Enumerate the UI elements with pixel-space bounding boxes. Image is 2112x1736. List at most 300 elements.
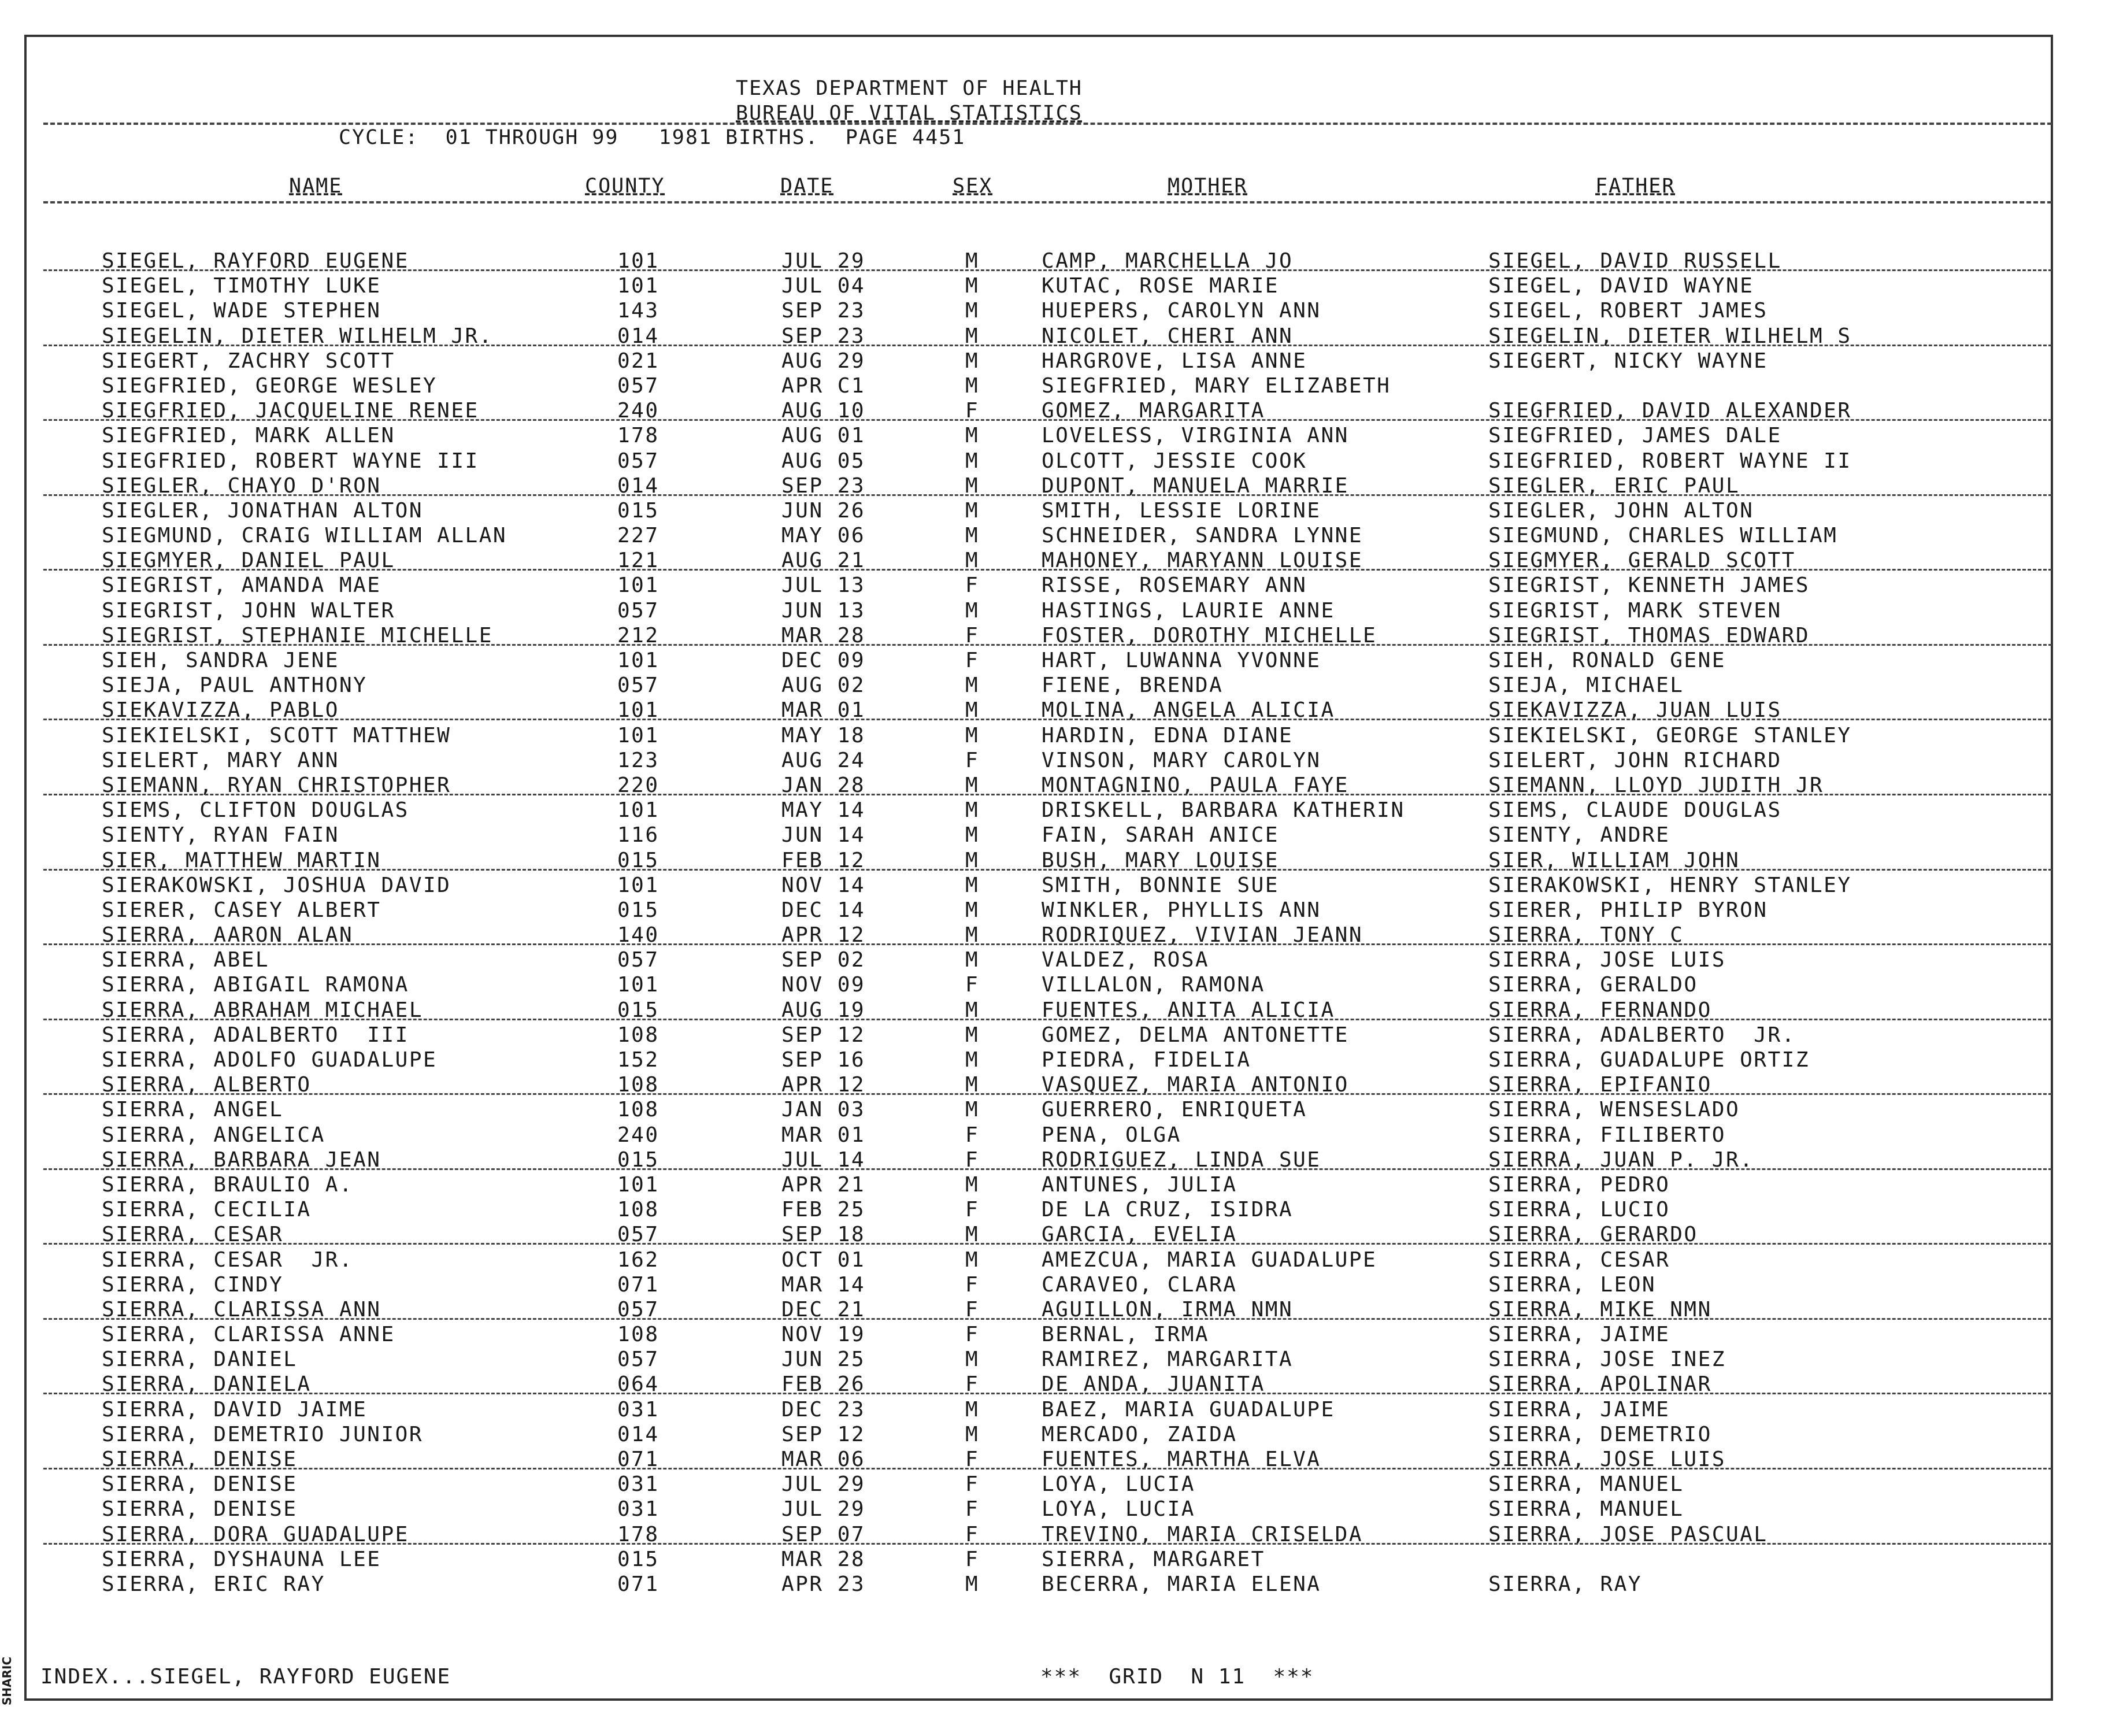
table-row — [0, 848, 2112, 873]
cell-county: 071 — [617, 1448, 659, 1471]
table-row — [0, 698, 2112, 723]
cell-date: JUL 13 — [781, 573, 866, 598]
cell-date: NOV 09 — [781, 973, 866, 997]
cell-sex: M — [965, 373, 980, 398]
cell-father: SIERRA, PEDRO — [1488, 1172, 1670, 1197]
cell-county: 031 — [617, 1397, 659, 1422]
cell-sex: F — [965, 748, 980, 772]
cell-sex: M — [965, 923, 980, 947]
cell-mother: VALDEZ, ROSA — [1042, 948, 1210, 972]
cell-father: SIERRA, JOSE INEZ — [1488, 1348, 1726, 1372]
cell-sex: M — [965, 1348, 980, 1372]
cell-father: SIEGEL, ROBERT JAMES — [1488, 299, 1768, 323]
cell-mother: GOMEZ, MARGARITA — [1042, 399, 1265, 423]
cell-county: 057 — [617, 948, 659, 972]
cell-sex: M — [965, 823, 980, 847]
cell-father: SIEMANN, LLOYD JUDITH JR — [1488, 773, 1824, 797]
cell-county: 015 — [617, 1547, 659, 1571]
cell-mother: SMITH, LESSIE LORINE — [1042, 498, 1321, 523]
cell-mother: FUENTES, ANITA ALICIA — [1042, 998, 1335, 1022]
cell-mother: MOLINA, ANGELA ALICIA — [1042, 698, 1335, 723]
side-label: SHARIC — [0, 1656, 14, 1705]
cell-mother: AGUILLON, IRMA NMN — [1042, 1297, 1294, 1322]
cell-date: MAR 06 — [781, 1448, 866, 1471]
cell-date: APR 21 — [781, 1172, 866, 1197]
cell-sex: M — [965, 449, 980, 473]
cell-name: SIERRA, DANIEL — [102, 1348, 298, 1372]
cell-father: SIEKAVIZZA, JUAN LUIS — [1488, 698, 1782, 723]
cell-date: SEP 16 — [781, 1048, 866, 1072]
records-table — [0, 249, 2112, 1597]
cell-date: APR 23 — [781, 1572, 866, 1596]
cell-father: SIERRA, JOSE PASCUAL — [1488, 1522, 1768, 1546]
cell-mother: RODRIGUEZ, LINDA SUE — [1042, 1148, 1321, 1172]
cell-sex: M — [965, 498, 980, 523]
cell-county: 031 — [617, 1497, 659, 1522]
cell-mother: ANTUNES, JULIA — [1042, 1172, 1237, 1197]
cell-sex: M — [965, 1223, 980, 1247]
cell-mother: MERCADO, ZAIDA — [1042, 1422, 1237, 1446]
table-row — [0, 423, 2112, 448]
table-row — [0, 1422, 2112, 1447]
cell-name: SIERRA, AARON ALAN — [102, 923, 354, 947]
table-row — [0, 923, 2112, 947]
cell-name: SIERRA, CINDY — [102, 1272, 284, 1297]
cell-mother: LOYA, LUCIA — [1042, 1497, 1195, 1522]
cell-date: MAR 28 — [781, 623, 866, 647]
cell-sex: F — [965, 1272, 980, 1297]
cell-mother: VILLALON, RAMONA — [1042, 973, 1265, 997]
cell-county: 101 — [617, 698, 659, 723]
cell-name: SIEKIELSKI, SCOTT MATTHEW — [102, 723, 451, 747]
cycle-line: CYCLE: 01 THROUGH 99 1981 BIRTHS. PAGE 4451 — [339, 126, 966, 149]
cell-date: SEP 23 — [781, 299, 866, 323]
bureau-title: BUREAU OF VITAL STATISTICS — [736, 102, 1083, 125]
cell-county: 021 — [617, 349, 659, 373]
cell-father: SIEGMYER, GERALD SCOTT — [1488, 549, 1796, 573]
cell-county: 108 — [617, 1323, 659, 1347]
cell-father: SIERRA, ADALBERTO JR. — [1488, 1023, 1796, 1047]
cell-name: SIEGMUND, CRAIG WILLIAM ALLAN — [102, 524, 507, 548]
cell-name: SIEGLER, JONATHAN ALTON — [102, 498, 423, 523]
cell-mother: MONTAGNINO, PAULA FAYE — [1042, 773, 1349, 797]
cell-county: 116 — [617, 823, 659, 847]
table-row — [0, 1248, 2112, 1272]
cell-sex: M — [965, 1248, 980, 1272]
cell-county: 220 — [617, 773, 659, 797]
cell-county: 014 — [617, 324, 659, 348]
cell-name: SIEH, SANDRA JENE — [102, 649, 339, 672]
cell-date: MAR 01 — [781, 1123, 866, 1147]
table-row — [0, 349, 2112, 373]
cell-name: SIERRA, DENISE — [102, 1448, 298, 1471]
cell-father: SIERRA, JAIME — [1488, 1397, 1670, 1422]
cell-father: SIERAKOWSKI, HENRY STANLEY — [1488, 873, 1852, 897]
cell-date: JUL 29 — [781, 249, 866, 273]
table-row — [0, 373, 2112, 398]
cell-county: 015 — [617, 1148, 659, 1172]
cell-name: SIERRA, DYSHAUNA LEE — [102, 1547, 381, 1571]
cell-mother: OLCOTT, JESSIE COOK — [1042, 449, 1307, 473]
cell-sex: M — [965, 1422, 980, 1446]
index-footer: INDEX...SIEGEL, RAYFORD EUGENE — [40, 1665, 451, 1689]
cell-sex: M — [965, 549, 980, 573]
table-row — [0, 473, 2112, 498]
cell-father: SIEGELIN, DIETER WILHELM S — [1488, 324, 1852, 348]
table-row — [0, 1097, 2112, 1122]
cell-date: NOV 14 — [781, 873, 866, 897]
cell-mother: BECERRA, MARIA ELENA — [1042, 1572, 1321, 1596]
cell-father: SIERRA, EPIFANIO — [1488, 1073, 1712, 1097]
cell-sex: F — [965, 399, 980, 423]
cell-name: SIERER, CASEY ALBERT — [102, 898, 381, 922]
cell-date: MAY 06 — [781, 524, 866, 548]
cell-date: JUL 04 — [781, 274, 866, 298]
cell-mother: SCHNEIDER, SANDRA LYNNE — [1042, 524, 1363, 548]
cell-county: 108 — [617, 1098, 659, 1122]
col-head-sex: SEX — [953, 175, 993, 198]
cell-name: SIERRA, ALBERTO — [102, 1073, 312, 1097]
cell-name: SIEKAVIZZA, PABLO — [102, 698, 339, 723]
cell-mother: HARDIN, EDNA DIANE — [1042, 723, 1294, 747]
cell-name: SIEGEL, RAYFORD EUGENE — [102, 249, 409, 273]
cell-mother: FAIN, SARAH ANICE — [1042, 823, 1279, 847]
cell-sex: M — [965, 274, 980, 298]
col-head-mother: MOTHER — [1168, 175, 1248, 198]
cell-date: DEC 21 — [781, 1297, 866, 1322]
cell-sex: M — [965, 349, 980, 373]
table-row — [0, 673, 2112, 698]
cell-mother: DRISKELL, BARBARA KATHERIN — [1042, 798, 1405, 823]
cell-county: 064 — [617, 1372, 659, 1397]
cell-father: SIEGFRIED, DAVID ALEXANDER — [1488, 399, 1852, 423]
cell-sex: M — [965, 1048, 980, 1072]
cell-date: JUL 29 — [781, 1497, 866, 1522]
cell-mother: PIEDRA, FIDELIA — [1042, 1048, 1251, 1072]
table-row — [0, 1322, 2112, 1347]
cell-date: NOV 19 — [781, 1323, 866, 1347]
cell-mother: HARGROVE, LISA ANNE — [1042, 349, 1307, 373]
cell-sex: M — [965, 798, 980, 823]
cell-father: SIEGFRIED, JAMES DALE — [1488, 424, 1782, 448]
cell-date: AUG 24 — [781, 748, 866, 772]
cell-sex: M — [965, 598, 980, 623]
cell-sex: F — [965, 973, 980, 997]
cell-father: SIER, WILLIAM JOHN — [1488, 848, 1740, 872]
table-row — [0, 324, 2112, 349]
cell-father: SIERRA, WENSESLADO — [1488, 1098, 1740, 1122]
cell-county: 108 — [617, 1073, 659, 1097]
cell-mother: BUSH, MARY LOUISE — [1042, 848, 1279, 872]
table-row — [0, 1072, 2112, 1097]
cell-name: SIERRA, ABIGAIL RAMONA — [102, 973, 409, 997]
cell-father: SIEGFRIED, ROBERT WAYNE II — [1488, 449, 1852, 473]
table-row — [0, 1197, 2112, 1222]
cell-mother: BERNAL, IRMA — [1042, 1323, 1210, 1347]
cell-date: FEB 26 — [781, 1372, 866, 1397]
table-row — [0, 273, 2112, 298]
cell-county: 240 — [617, 399, 659, 423]
cell-mother: GOMEZ, DELMA ANTONETTE — [1042, 1023, 1349, 1047]
cell-father: SIEGRIST, THOMAS EDWARD — [1488, 623, 1810, 647]
cell-sex: F — [965, 623, 980, 647]
cell-date: MAR 28 — [781, 1547, 866, 1571]
cell-name: SIEGFRIED, GEORGE WESLEY — [102, 373, 438, 398]
table-row — [0, 1347, 2112, 1372]
cell-mother: NICOLET, CHERI ANN — [1042, 324, 1294, 348]
cell-county: 162 — [617, 1248, 659, 1272]
cell-name: SIEGMYER, DANIEL PAUL — [102, 549, 395, 573]
table-row — [0, 249, 2112, 273]
cell-county: 178 — [617, 1522, 659, 1546]
table-row — [0, 1297, 2112, 1322]
cell-name: SIEGRIST, AMANDA MAE — [102, 573, 381, 598]
cell-mother: VINSON, MARY CAROLYN — [1042, 748, 1321, 772]
cell-name: SIERRA, ADOLFO GUADALUPE — [102, 1048, 438, 1072]
cell-mother: WINKLER, PHYLLIS ANN — [1042, 898, 1321, 922]
cell-county: 071 — [617, 1572, 659, 1596]
cell-sex: F — [965, 1497, 980, 1522]
cell-father: SIEGERT, NICKY WAYNE — [1488, 349, 1768, 373]
cell-county: 057 — [617, 673, 659, 698]
cell-father: SIELERT, JOHN RICHARD — [1488, 748, 1782, 772]
cell-date: JUN 13 — [781, 598, 866, 623]
cell-name: SIEJA, PAUL ANTHONY — [102, 673, 368, 698]
cell-county: 101 — [617, 1172, 659, 1197]
table-row — [0, 623, 2112, 648]
agency-title: TEXAS DEPARTMENT OF HEALTH — [736, 77, 1083, 100]
cell-sex: M — [965, 723, 980, 747]
cell-mother: DE LA CRUZ, ISIDRA — [1042, 1198, 1294, 1222]
cell-name: SIERRA, CECILIA — [102, 1198, 312, 1222]
cell-name: SIEGRIST, STEPHANIE MICHELLE — [102, 623, 493, 647]
cell-mother: DE ANDA, JUANITA — [1042, 1372, 1265, 1397]
cell-county: 031 — [617, 1472, 659, 1497]
cell-sex: F — [965, 573, 980, 598]
cell-county: 101 — [617, 873, 659, 897]
cell-name: SIERRA, BARBARA JEAN — [102, 1148, 381, 1172]
cell-sex: F — [965, 1323, 980, 1347]
cell-mother: RAMIREZ, MARGARITA — [1042, 1348, 1294, 1372]
cell-father: SIERRA, JOSE LUIS — [1488, 1448, 1726, 1471]
cell-mother: SMITH, BONNIE SUE — [1042, 873, 1279, 897]
cell-county: 178 — [617, 424, 659, 448]
cell-father: SIERRA, JUAN P. JR. — [1488, 1148, 1754, 1172]
cell-name: SIERRA, DENISE — [102, 1497, 298, 1522]
cell-sex: F — [965, 1123, 980, 1147]
cell-father: SIERRA, FILIBERTO — [1488, 1123, 1726, 1147]
cell-sex: M — [965, 948, 980, 972]
cell-county: 227 — [617, 524, 659, 548]
cell-mother: RODRIQUEZ, VIVIAN JEANN — [1042, 923, 1363, 947]
cell-father: SIERRA, MIKE NMN — [1488, 1297, 1712, 1322]
cell-county: 014 — [617, 473, 659, 498]
table-row — [0, 523, 2112, 548]
cell-county: 101 — [617, 973, 659, 997]
cell-sex: M — [965, 673, 980, 698]
table-row — [0, 1123, 2112, 1148]
cell-mother: SIERRA, MARGARET — [1042, 1547, 1265, 1571]
col-head-county: COUNTY — [585, 175, 665, 198]
cell-date: JUL 29 — [781, 1472, 866, 1497]
cell-father: SIEGLER, ERIC PAUL — [1488, 473, 1740, 498]
cell-county: 014 — [617, 1422, 659, 1446]
cell-sex: M — [965, 1172, 980, 1197]
cell-name: SIERRA, CLARISSA ANN — [102, 1297, 381, 1322]
cell-county: 140 — [617, 923, 659, 947]
cell-father: SIERRA, CESAR — [1488, 1248, 1670, 1272]
cell-name: SIERRA, CLARISSA ANNE — [102, 1323, 395, 1347]
cell-name: SIERRA, DEMETRIO JUNIOR — [102, 1422, 423, 1446]
table-row — [0, 498, 2112, 523]
cell-father: SIERRA, LEON — [1488, 1272, 1657, 1297]
table-row — [0, 998, 2112, 1023]
cell-date: SEP 07 — [781, 1522, 866, 1546]
cell-sex: F — [965, 1372, 980, 1397]
table-row — [0, 449, 2112, 473]
cell-sex: M — [965, 249, 980, 273]
cell-county: 057 — [617, 1223, 659, 1247]
table-row — [0, 723, 2112, 748]
cell-mother: LOVELESS, VIRGINIA ANN — [1042, 424, 1349, 448]
cell-county: 108 — [617, 1198, 659, 1222]
cell-father: SIERRA, MANUEL — [1488, 1472, 1684, 1497]
table-row — [0, 1472, 2112, 1497]
cell-sex: M — [965, 698, 980, 723]
table-row — [0, 1372, 2112, 1397]
table-row — [0, 1447, 2112, 1472]
cell-name: SIENTY, RYAN FAIN — [102, 823, 339, 847]
table-row — [0, 298, 2112, 323]
table-row — [0, 1172, 2112, 1197]
cell-sex: M — [965, 1023, 980, 1047]
cell-date: SEP 23 — [781, 473, 866, 498]
cell-father: SIERRA, JOSE LUIS — [1488, 948, 1726, 972]
cell-father: SIERRA, JAIME — [1488, 1323, 1670, 1347]
header-rule-top — [43, 123, 2052, 125]
cell-name: SIEGLER, CHAYO D'RON — [102, 473, 381, 498]
cell-county: 057 — [617, 449, 659, 473]
cell-name: SIERRA, BRAULIO A. — [102, 1172, 354, 1197]
cell-date: JUN 26 — [781, 498, 866, 523]
table-row — [0, 573, 2112, 598]
cell-sex: F — [965, 1297, 980, 1322]
cell-sex: M — [965, 1098, 980, 1122]
cell-date: JUN 25 — [781, 1348, 866, 1372]
cell-father: SIEGRIST, MARK STEVEN — [1488, 598, 1782, 623]
cell-sex: M — [965, 848, 980, 872]
table-row — [0, 1522, 2112, 1547]
table-row — [0, 1497, 2112, 1522]
cell-county: 143 — [617, 299, 659, 323]
table-row — [0, 1547, 2112, 1572]
table-row — [0, 1023, 2112, 1047]
cell-county: 101 — [617, 274, 659, 298]
cell-mother: FOSTER, DOROTHY MICHELLE — [1042, 623, 1377, 647]
cell-sex: M — [965, 324, 980, 348]
cell-sex: M — [965, 424, 980, 448]
table-row — [0, 548, 2112, 573]
cell-county: 015 — [617, 998, 659, 1022]
cell-date: SEP 02 — [781, 948, 866, 972]
cell-father: SIENTY, ANDRE — [1488, 823, 1670, 847]
cell-sex: M — [965, 773, 980, 797]
cell-name: SIEGFRIED, MARK ALLEN — [102, 424, 395, 448]
cell-county: 240 — [617, 1123, 659, 1147]
col-head-date: DATE — [780, 175, 834, 198]
table-row — [0, 398, 2112, 423]
cell-county: 101 — [617, 249, 659, 273]
cell-mother: AMEZCUA, MARIA GUADALUPE — [1042, 1248, 1377, 1272]
cell-date: OCT 01 — [781, 1248, 866, 1272]
cell-county: 057 — [617, 1348, 659, 1372]
cell-county: 101 — [617, 723, 659, 747]
cell-name: SIEGRIST, JOHN WALTER — [102, 598, 395, 623]
table-row — [0, 947, 2112, 972]
cell-name: SIERRA, ADALBERTO III — [102, 1023, 409, 1047]
cell-name: SIEGERT, ZACHRY SCOTT — [102, 349, 395, 373]
cell-mother: BAEZ, MARIA GUADALUPE — [1042, 1397, 1335, 1422]
cell-county: 015 — [617, 848, 659, 872]
cell-mother: HART, LUWANNA YVONNE — [1042, 649, 1321, 672]
cell-name: SIEGEL, TIMOTHY LUKE — [102, 274, 381, 298]
cell-date: DEC 14 — [781, 898, 866, 922]
cell-father: SIEJA, MICHAEL — [1488, 673, 1684, 698]
col-head-name: NAME — [289, 175, 343, 198]
table-row — [0, 898, 2112, 923]
cell-date: APR C1 — [781, 373, 866, 398]
cell-date: FEB 25 — [781, 1198, 866, 1222]
cell-mother: RISSE, ROSEMARY ANN — [1042, 573, 1307, 598]
cell-name: SIERRA, CESAR — [102, 1223, 284, 1247]
cell-name: SIERRA, CESAR JR. — [102, 1248, 354, 1272]
table-row — [0, 648, 2112, 673]
cell-name: SIEGFRIED, JACQUELINE RENEE — [102, 399, 479, 423]
cell-county: 057 — [617, 1297, 659, 1322]
cell-mother: GUERRERO, ENRIQUETA — [1042, 1098, 1307, 1122]
header-rule-bottom — [43, 201, 2052, 203]
cell-date: SEP 12 — [781, 1023, 866, 1047]
cell-mother: MAHONEY, MARYANN LOUISE — [1042, 549, 1363, 573]
cell-name: SIEMANN, RYAN CHRISTOPHER — [102, 773, 451, 797]
cell-father: SIEKIELSKI, GEORGE STANLEY — [1488, 723, 1852, 747]
cell-name: SIEGEL, WADE STEPHEN — [102, 299, 381, 323]
cell-name: SIERRA, ABRAHAM MICHAEL — [102, 998, 423, 1022]
cell-mother: FUENTES, MARTHA ELVA — [1042, 1448, 1321, 1471]
cell-date: AUG 21 — [781, 549, 866, 573]
cell-name: SIELERT, MARY ANN — [102, 748, 339, 772]
cell-date: MAY 18 — [781, 723, 866, 747]
table-row — [0, 1222, 2112, 1247]
cell-mother: PENA, OLGA — [1042, 1123, 1181, 1147]
cell-county: 121 — [617, 549, 659, 573]
cell-father: SIERRA, RAY — [1488, 1572, 1642, 1596]
cell-father: SIERRA, MANUEL — [1488, 1497, 1684, 1522]
table-row — [0, 1047, 2112, 1072]
cell-sex: M — [965, 473, 980, 498]
cell-sex: F — [965, 1148, 980, 1172]
cell-county: 071 — [617, 1272, 659, 1297]
cell-father: SIERRA, DEMETRIO — [1488, 1422, 1712, 1446]
cell-date: MAR 01 — [781, 698, 866, 723]
cell-father: SIERER, PHILIP BYRON — [1488, 898, 1768, 922]
cell-father: SIEGLER, JOHN ALTON — [1488, 498, 1754, 523]
cell-mother: TREVINO, MARIA CRISELDA — [1042, 1522, 1363, 1546]
table-row — [0, 972, 2112, 997]
cell-name: SIERRA, DENISE — [102, 1472, 298, 1497]
cell-father: SIEMS, CLAUDE DOUGLAS — [1488, 798, 1782, 823]
cell-father: SIERRA, FERNANDO — [1488, 998, 1712, 1022]
